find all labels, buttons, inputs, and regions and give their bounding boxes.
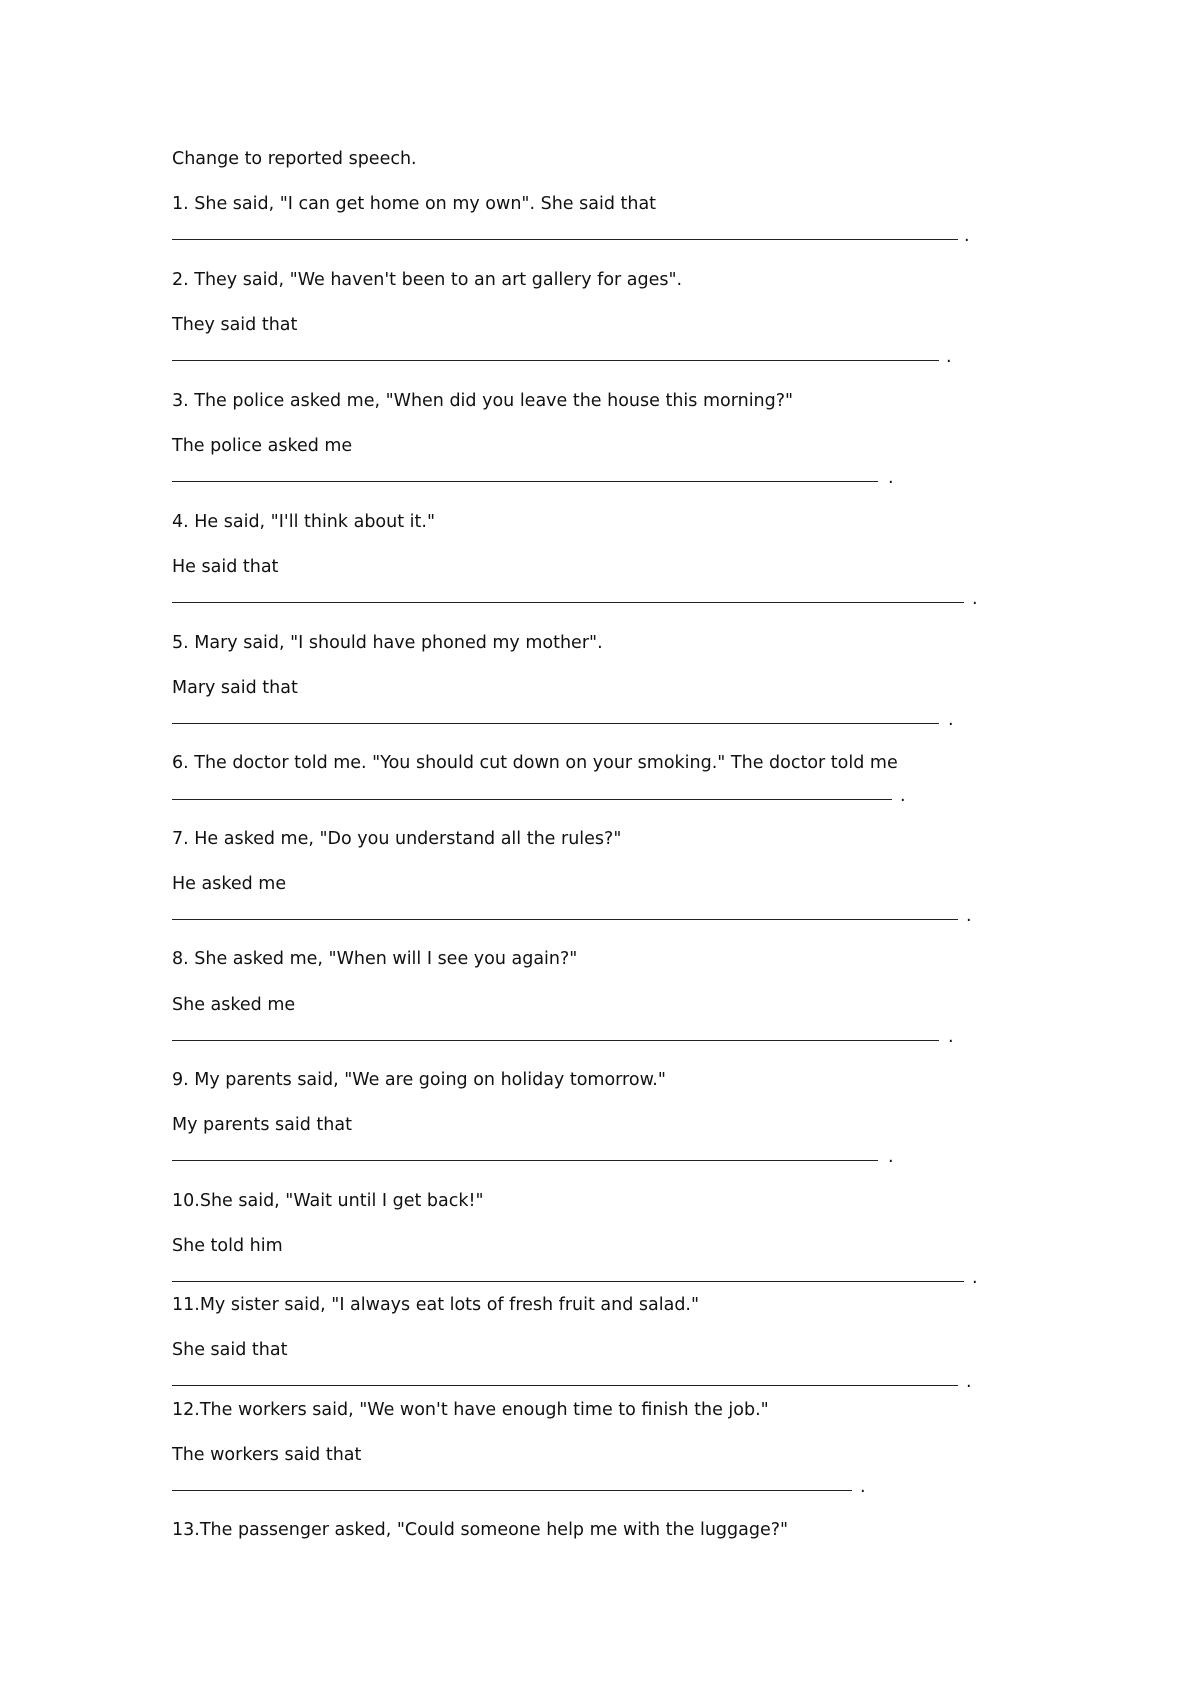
answer-end: .	[948, 710, 954, 730]
exercise-2-stem: They said that	[172, 315, 298, 335]
exercise-7-answer-blank[interactable]	[172, 904, 972, 928]
exercise-11-prompt: 11.My sister said, "I always eat lots of fresh fruit and salad."	[172, 1295, 700, 1315]
exercise-2-prompt: 2. They said, "We haven't been to an art gallery for ages".	[172, 270, 683, 290]
exercise-1-prompt: 1. She said, "I can get home on my own". She said that	[172, 194, 657, 214]
exercise-2-answer-blank[interactable]	[172, 345, 972, 369]
exercise-11-answer-blank[interactable]	[172, 1370, 972, 1394]
exercise-13-prompt: 13.The passenger asked, "Could someone help me with the luggage?"	[172, 1520, 789, 1540]
answer-end: .	[966, 906, 972, 926]
answer-line	[172, 360, 939, 361]
exercise-12-stem: The workers said that	[172, 1445, 362, 1465]
exercise-8-answer-blank[interactable]	[172, 1025, 972, 1049]
answer-line	[172, 723, 939, 724]
exercise-9-answer-blank[interactable]	[172, 1145, 912, 1169]
answer-line	[172, 1040, 939, 1041]
exercise-6-answer-blank[interactable]	[172, 784, 932, 808]
exercise-8-prompt: 8. She asked me, "When will I see you again?"	[172, 949, 578, 969]
exercise-4-answer-blank[interactable]	[172, 587, 992, 611]
answer-end: .	[966, 1372, 972, 1392]
answer-line	[172, 239, 958, 240]
answer-end: .	[972, 589, 978, 609]
exercise-5-stem: Mary said that	[172, 678, 298, 698]
exercise-12-answer-blank[interactable]	[172, 1475, 892, 1499]
answer-line	[172, 799, 892, 800]
exercise-5-prompt: 5. Mary said, "I should have phoned my mother".	[172, 633, 603, 653]
exercise-1-answer-blank[interactable]	[172, 224, 972, 248]
answer-line	[172, 1490, 852, 1491]
answer-line	[172, 1281, 964, 1282]
answer-line	[172, 602, 964, 603]
exercise-12-prompt: 12.The workers said, "We won't have enough time to finish the job."	[172, 1400, 769, 1420]
exercise-8-stem: She asked me	[172, 995, 296, 1015]
answer-end: .	[964, 226, 970, 246]
exercise-4-prompt: 4. He said, "I'll think about it."	[172, 512, 435, 532]
exercise-9-stem: My parents said that	[172, 1115, 352, 1135]
answer-line	[172, 481, 878, 482]
answer-line	[172, 1385, 958, 1386]
answer-end: .	[888, 468, 894, 488]
answer-end: .	[948, 1027, 954, 1047]
answer-end: .	[888, 1147, 894, 1167]
answer-end: .	[946, 347, 952, 367]
exercise-10-stem: She told him	[172, 1236, 283, 1256]
answer-line	[172, 1160, 878, 1161]
exercise-3-stem: The police asked me	[172, 436, 353, 456]
exercise-11-stem: She said that	[172, 1340, 288, 1360]
exercise-7-prompt: 7. He asked me, "Do you understand all the rules?"	[172, 829, 622, 849]
worksheet-heading: Change to reported speech.	[172, 149, 417, 169]
exercise-7-stem: He asked me	[172, 874, 287, 894]
answer-line	[172, 919, 958, 920]
answer-end: .	[900, 786, 906, 806]
answer-end: .	[860, 1477, 866, 1497]
exercise-3-answer-blank[interactable]	[172, 466, 912, 490]
exercise-10-prompt: 10.She said, "Wait until I get back!"	[172, 1191, 484, 1211]
exercise-9-prompt: 9. My parents said, "We are going on holiday tomorrow."	[172, 1070, 666, 1090]
exercise-3-prompt: 3. The police asked me, "When did you leave the house this morning?"	[172, 391, 794, 411]
exercise-10-answer-blank[interactable]	[172, 1266, 992, 1290]
answer-end: .	[972, 1268, 978, 1288]
exercise-4-stem: He said that	[172, 557, 279, 577]
exercise-6-prompt: 6. The doctor told me. "You should cut down on your smoking." The doctor told me	[172, 753, 898, 773]
exercise-5-answer-blank[interactable]	[172, 708, 972, 732]
